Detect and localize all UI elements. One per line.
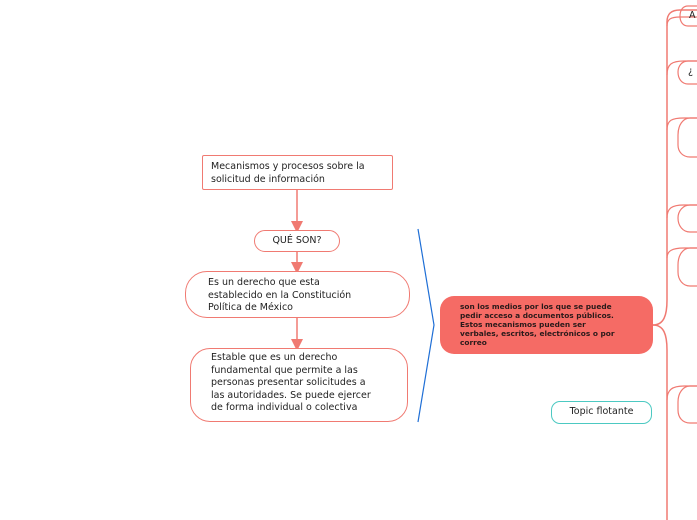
que-son-node[interactable] (254, 230, 340, 252)
main-topic-node[interactable] (440, 296, 653, 354)
estable-node[interactable] (190, 348, 408, 422)
edge-box-5 (678, 248, 697, 286)
branch-trunk (653, 10, 697, 325)
main-topic-node-text: son los medios por los que se puede pedir acceso a documentos públicos. Estos mecanismos pueden ser verbales, escritos, electrónicos o por correo (460, 302, 615, 347)
estable-node-text: Estable que es un derecho fundamental que permite a las personas presentar solicitudes a las autoridades. Se puede ejercer de forma individual o colectiva (211, 352, 371, 413)
branch-4 (667, 205, 697, 218)
branch-6 (667, 386, 697, 400)
branch-5 (667, 248, 697, 258)
derecho-node-text: Es un derecho que esta establecido en la Constitución Política de México (208, 277, 352, 313)
blue-brace (418, 229, 434, 422)
title-node[interactable] (202, 155, 393, 190)
branch-3 (667, 118, 697, 130)
floating-topic-node[interactable] (551, 401, 652, 424)
branch-lower-trunk (653, 325, 667, 520)
edge-box-6 (678, 386, 697, 423)
edge-box-3 (678, 118, 697, 157)
que-son-node-text: QUÉ SON? (272, 235, 322, 246)
cut-label-question: ¿ (688, 66, 694, 77)
derecho-node[interactable] (185, 271, 410, 318)
floating-topic-node-text: Topic flotante (569, 406, 634, 417)
title-node-text: Mecanismos y procesos sobre la solicitud de información (211, 161, 365, 185)
cut-label-a: A (689, 10, 696, 21)
edge-box-4 (678, 205, 697, 232)
